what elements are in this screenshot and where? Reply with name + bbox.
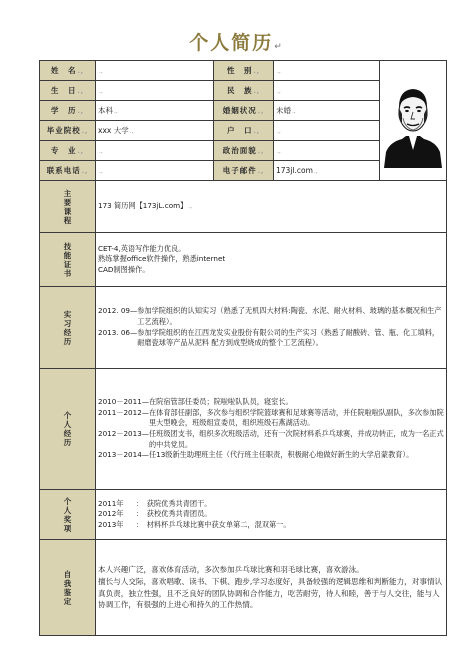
row-name <box>40 61 447 81</box>
portrait-photo <box>382 72 444 168</box>
political-value[interactable]: ., <box>274 141 380 161</box>
ethnicity-value[interactable]: ., <box>274 81 380 101</box>
award-line: 2011年 ： 获院优秀共青团干。 <box>98 498 212 508</box>
award-line: 2012年 ： 获校优秀共青团员。 <box>98 509 212 519</box>
birth-value[interactable]: ., <box>96 81 214 101</box>
birth-label: 生 日., <box>40 81 96 101</box>
education-value[interactable]: 本科., <box>96 101 214 121</box>
experience-date: 2013－2014— <box>98 450 149 460</box>
phone-value[interactable]: ., <box>96 161 214 181</box>
experience-entry <box>98 450 444 461</box>
row-practice <box>40 287 447 369</box>
self-content[interactable] <box>96 540 447 636</box>
marital-value[interactable]: 未婚., <box>274 101 380 121</box>
resume-table <box>39 60 447 636</box>
row-goal <box>40 181 447 233</box>
marital-label: 婚姻状况., <box>214 101 274 121</box>
experience-desc: 在院宿管部任委员；院啦啦队队员，寝室长。 <box>148 397 293 407</box>
practice-date: 2012. 09— <box>98 306 138 316</box>
practice-date: 2013. 06— <box>98 327 138 337</box>
page-title <box>0 28 473 55</box>
email-value[interactable]: 173jl.com., <box>274 161 380 181</box>
gender-value[interactable]: ., <box>274 61 380 81</box>
experience-desc: 任班级团支书，组织多次班级活动，还有一次院材料系乒乓球赛，并成功转正，成为一名正式的中共党员。 <box>148 429 444 449</box>
paragraph-mark: ↵ <box>274 42 284 52</box>
awards-section-label: 个人奖项 <box>40 490 96 540</box>
practice-desc: 参加学院组织的认知实习（熟悉了无机四大材料:陶瓷、水泥、耐火材料、玻璃的基本概况和生产工艺流程）。 <box>137 306 442 326</box>
photo-cell <box>380 61 447 181</box>
major-value[interactable]: ., <box>96 141 214 161</box>
skills-line: CET-4,英语写作能力优良。 <box>98 243 186 253</box>
row-awards <box>40 490 447 540</box>
self-line: 擅长与人交际，喜欢唱歌、读书、下棋、跑步,学习态度好，具备较强的逻辑思维和判断能力，对事情认真负责，独立性强，且不乏良好的团队协调和合作能力，吃苦耐劳，待人和睦，善于与人交往，能与人协调工作，有很强的上进心和持久的工作热情。 <box>98 576 443 610</box>
education-label: 学 历., <box>40 101 96 121</box>
name-label: 姓 名., <box>40 61 96 81</box>
row-experience <box>40 369 447 490</box>
hukou-value[interactable]: ., <box>274 121 380 141</box>
experience-date: 2011－2012— <box>98 407 149 417</box>
school-value[interactable]: xxx 大学., <box>96 121 214 141</box>
political-label: 政治面貌., <box>214 141 274 161</box>
email-label: 电子邮件., <box>214 161 274 181</box>
name-value[interactable]: ., <box>96 61 214 81</box>
skills-line: 熟练掌握office软件操作，熟悉internet <box>98 254 226 264</box>
self-section-label: 自我鉴定 <box>40 540 96 636</box>
school-label: 毕业院校., <box>40 121 96 141</box>
awards-content[interactable] <box>96 490 447 540</box>
experience-content[interactable] <box>96 369 447 490</box>
phone-label: 联系电话., <box>40 161 96 181</box>
award-line: 2013年 ： 材料杯乒乓球比赛中获女单第二，混双第一。 <box>98 519 291 529</box>
ethnicity-label: 民 族., <box>214 81 274 101</box>
skills-line: CAD制图操作。 <box>98 264 150 274</box>
goal-text: 173 简历网【173jL.com】 <box>98 200 188 210</box>
practice-entry <box>98 328 444 349</box>
skills-content[interactable] <box>96 233 447 287</box>
experience-date: 2012－2013— <box>98 429 149 438</box>
gender-label: 性 别., <box>214 61 274 81</box>
practice-content[interactable] <box>96 287 447 369</box>
practice-section-label: 实习经历 <box>40 287 96 369</box>
skills-section-label: 技能证书 <box>40 233 96 287</box>
experience-entry <box>98 397 444 408</box>
row-self <box>40 540 447 636</box>
goal-content[interactable]: 173 简历网【173jL.com】., <box>96 181 447 233</box>
self-line: 本人兴趣广泛，喜欢体育活动，多次参加乒乓球比赛和羽毛球比赛，喜欢游泳。 <box>98 565 364 575</box>
title-text: 个人简历 <box>189 32 274 54</box>
hukou-label: 户 口., <box>214 121 274 141</box>
practice-entry <box>98 306 444 327</box>
experience-desc: 任13级新生助理班主任（代行班主任职责，积极耐心地做好新生的大学启蒙教育）。 <box>148 450 414 460</box>
major-label: 专 业., <box>40 141 96 161</box>
row-skills <box>40 233 447 287</box>
experience-desc: 在体育部任副部，多次参与组织学院篮球赛和足球赛等活动，并任院啦啦队副队，多次参加院里大型晚会，班级组宣委员，组织班级石燕湖活动。 <box>148 407 444 428</box>
experience-entry <box>98 429 444 450</box>
experience-entry <box>98 408 444 429</box>
experience-date: 2010－2011— <box>98 397 149 407</box>
experience-section-label: 个人经历 <box>40 369 96 490</box>
practice-desc: 参加学院组织的在江西龙发实业股份有限公司的生产实习（熟悉了耐酸砖、管、瓶、化工填料，耐磨瓷球等产品从泥料 配方到成型烧成的整个工艺流程）。 <box>137 327 440 348</box>
goal-section-label: 主要课程 <box>40 181 96 233</box>
